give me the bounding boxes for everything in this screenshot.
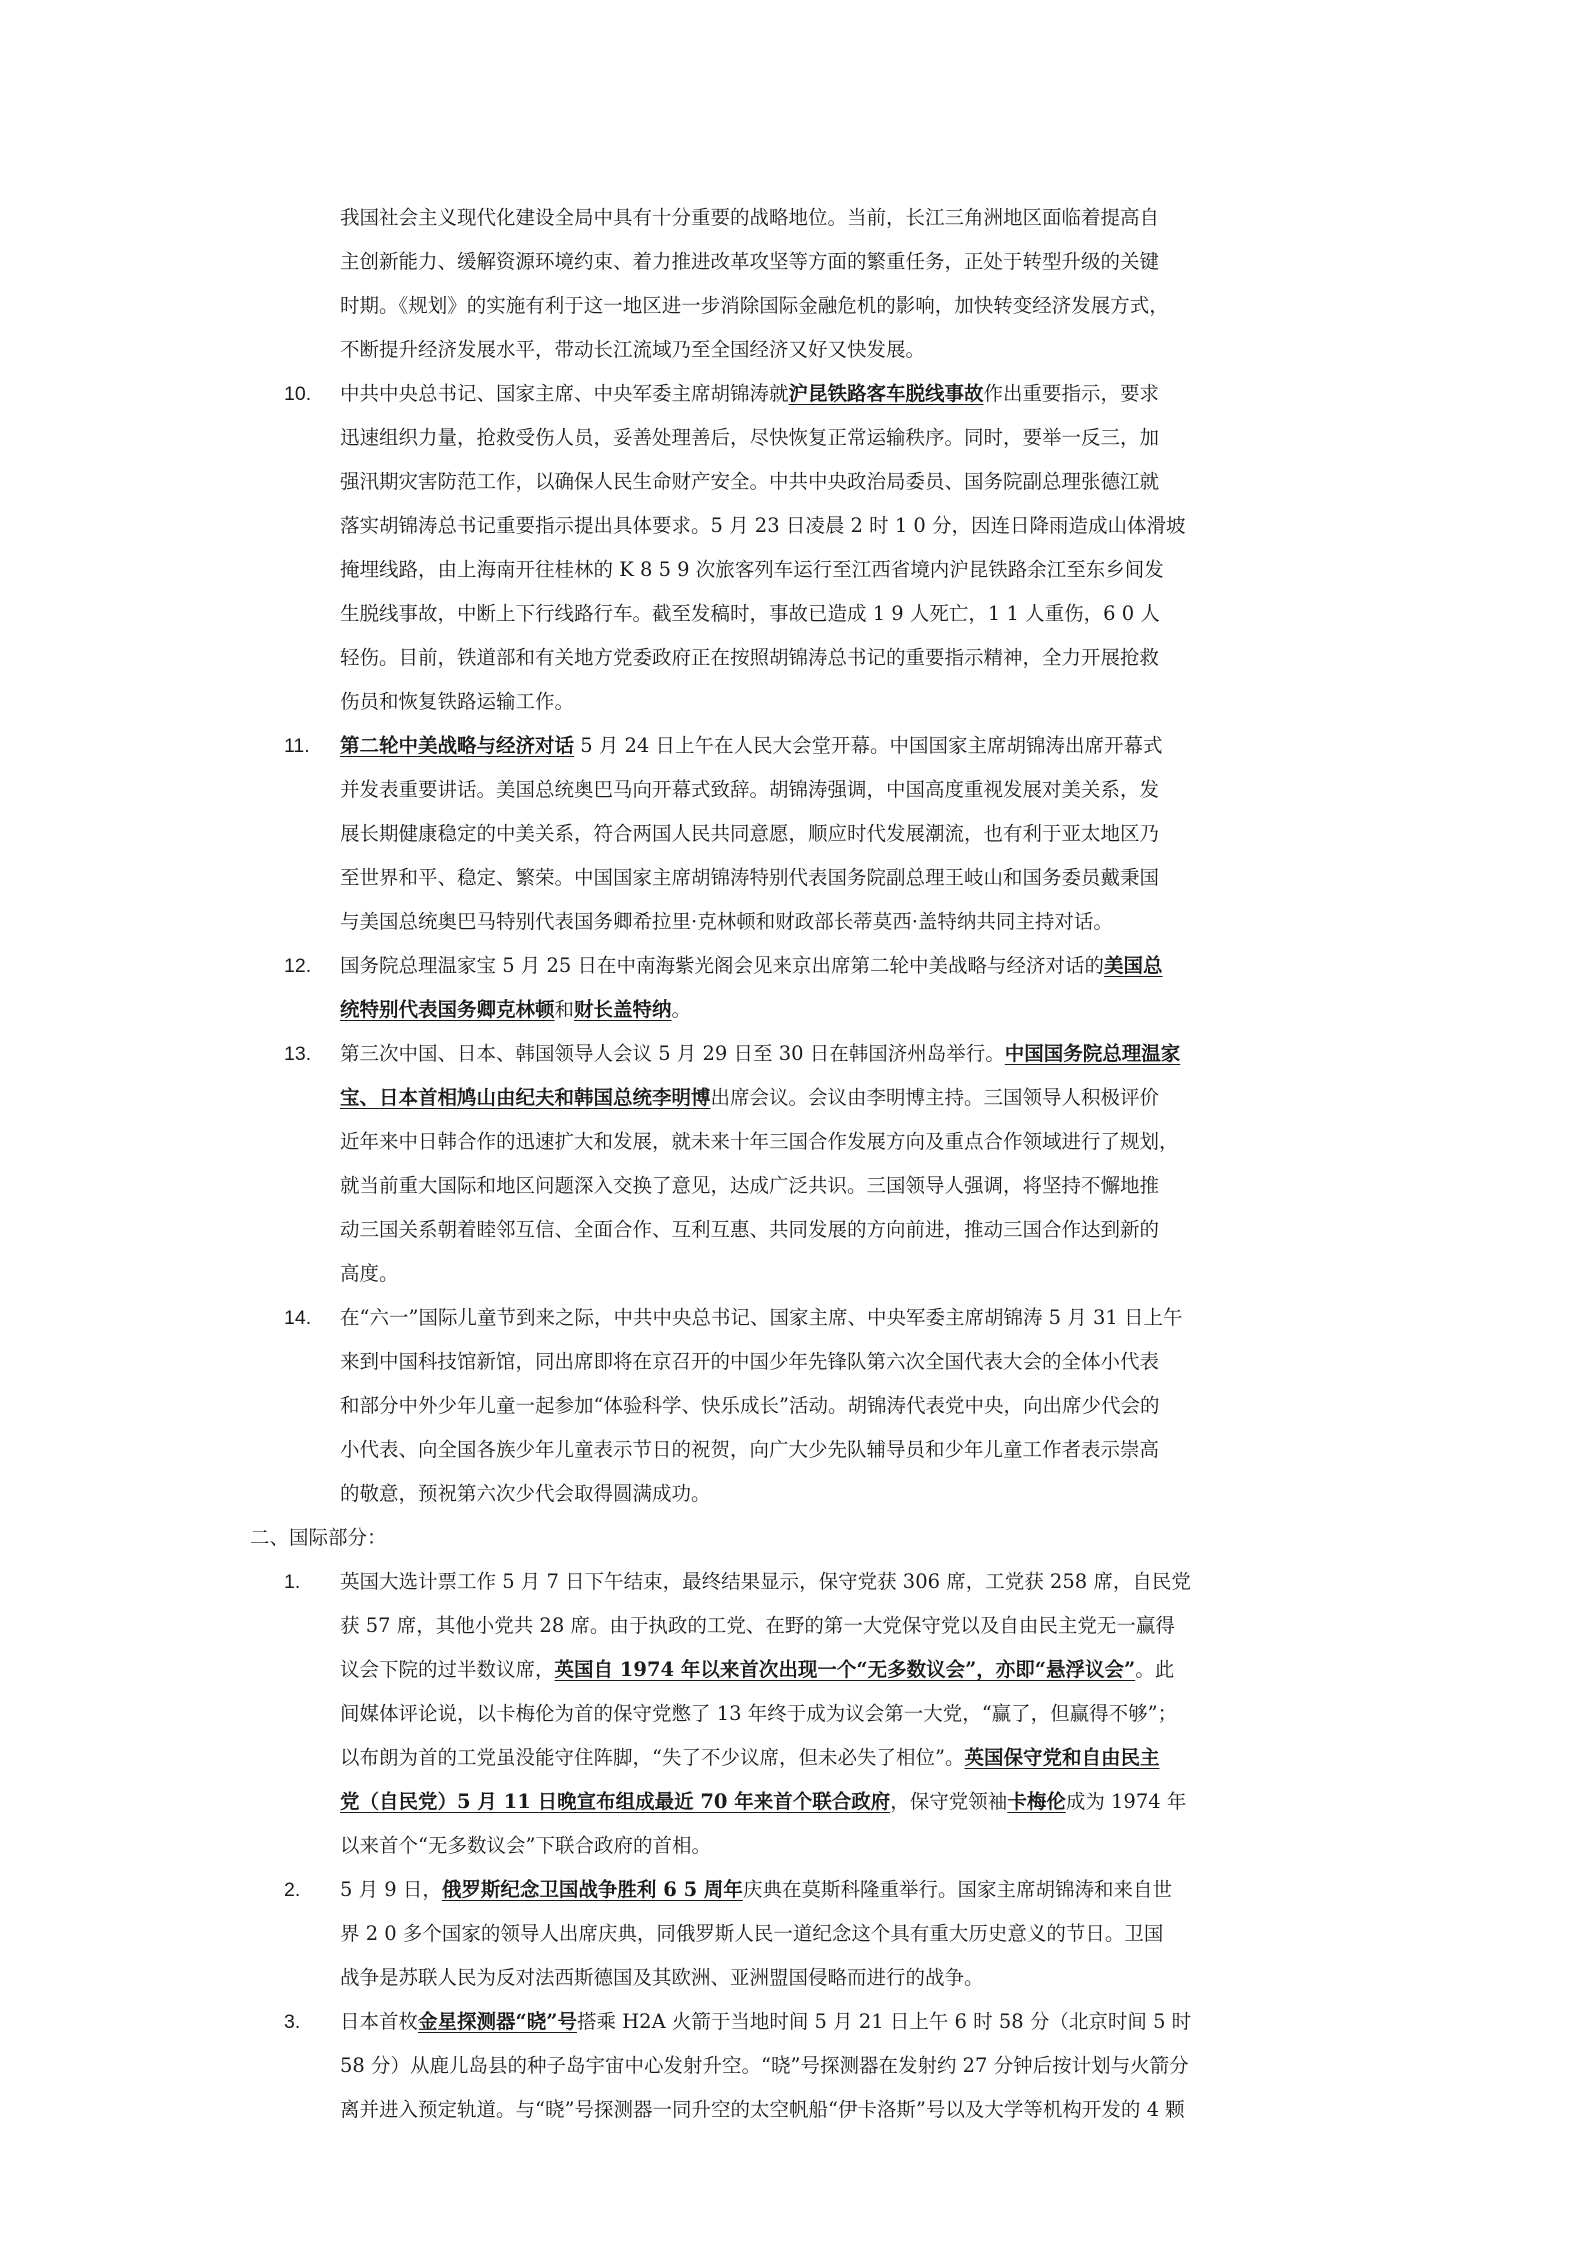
text-line: 动三国关系朝着睦邻互信、全面合作、互利互惠、共同发展的方向前进，推动三国合作达到新的 <box>340 1218 1160 1241</box>
intl-list-item-2 <box>250 1868 1346 2000</box>
text-line: 至世界和平、稳定、繁荣。中国国家主席胡锦涛特别代表国务院副总理王岐山和国务委员戴秉国 <box>340 866 1160 889</box>
text-line: 间媒体评论说，以卡梅伦为首的保守党憋了 13 年终于成为议会第一大党，“赢了，但赢得不够”； <box>340 1702 1178 1725</box>
item-number: 14. <box>284 1307 312 1329</box>
highlight-text: 党（自民党）5 月 11 日晚宣布组成最近 70 年来首个联合政府 <box>340 1790 891 1813</box>
text-line <box>340 1032 1346 1076</box>
text-line: 展长期健康稳定的中美关系，符合两国人民共同意愿，顺应时代发展潮流，也有利于亚太地区乃 <box>340 822 1160 845</box>
highlight-text: 美国总 <box>1104 954 1163 977</box>
list-item-13 <box>250 1032 1346 1296</box>
text-line: 掩埋线路，由上海南开往桂林的 K 8 5 9 次旅客列车运行至江西省境内沪昆铁路余江至东乡间发 <box>340 558 1164 581</box>
text-line: 界 2 0 多个国家的领导人出席庆典，同俄罗斯人民一道纪念这个具有重大历史意义的节日。卫国 <box>340 1922 1164 1945</box>
item-number: 1. <box>284 1571 301 1593</box>
text-line <box>340 1780 1346 1824</box>
text-run: 5 月 9 日， <box>340 1878 442 1901</box>
text-line: 迅速组织力量，抢救受伤人员，妥善处理善后，尽快恢复正常运输秩序。同时，要举一反三，加 <box>340 426 1160 449</box>
highlight-text: 第二轮中美战略与经济对话 <box>340 734 575 757</box>
continuation-paragraph <box>250 196 1346 372</box>
text-line: 伤员和恢复铁路运输工作。 <box>340 690 575 713</box>
list-item-10 <box>250 372 1346 724</box>
highlight-text: 金星探测器“晓”号 <box>418 2010 577 2033</box>
text-run: 议会下院的过半数议席， <box>340 1658 555 1681</box>
highlight-text: 中国国务院总理温家 <box>1004 1042 1181 1065</box>
highlight-text: 卡梅伦 <box>1007 1790 1066 1813</box>
item-number: 2. <box>284 1879 301 1901</box>
item-number: 13. <box>284 1043 312 1065</box>
text-line: 离并进入预定轨道。与“晓”号探测器一同升空的太空帆船“伊卡洛斯”号以及大学等机构开发的 4 颗 <box>340 2098 1185 2121</box>
text-line: 落实胡锦涛总书记重要指示提出具体要求。5 月 23 日凌晨 2 时 1 0 分，因连日降雨造成山体滑坡 <box>340 514 1186 537</box>
text-line <box>340 2000 1346 2044</box>
highlight-text: 俄罗斯纪念卫国战争胜利 6 5 周年 <box>441 1878 743 1901</box>
text-line: 与美国总统奥巴马特别代表国务卿希拉里·克林顿和财政部长蒂莫西·盖特纳共同主持对话。 <box>340 910 1113 933</box>
list-item-11 <box>250 724 1346 944</box>
text-line: 在“六一”国际儿童节到来之际，中共中央总书记、国家主席、中央军委主席胡锦涛 5 月 31 日上午 <box>340 1306 1183 1329</box>
text-run: 以布朗为首的工党虽没能守住阵脚，“失了不少议席，但未必失了相位”。 <box>340 1746 965 1769</box>
text-run: ，保守党领袖 <box>890 1790 1008 1813</box>
intl-list-item-1 <box>250 1560 1346 1868</box>
highlight-text: 沪昆铁路客车脱线事故 <box>788 382 984 405</box>
list-item-14 <box>250 1296 1346 1516</box>
highlight-text: 英国保守党和自由民主 <box>964 1746 1160 1769</box>
highlight-text: 宝、日本首相鸠山由纪夫和韩国总统李明博 <box>340 1086 711 1109</box>
text-run: 。 <box>671 998 692 1021</box>
highlight-text: 财长盖特纳 <box>574 998 672 1021</box>
text-line: 战争是苏联人民为反对法西斯德国及其欧洲、亚洲盟国侵略而进行的战争。 <box>340 1966 984 1989</box>
text-run: 搭乘 H2A 火箭于当地时间 5 月 21 日上午 6 时 58 分（北京时间 5 时 <box>576 2010 1192 2033</box>
text-line <box>340 1076 1346 1120</box>
text-run: 第三次中国、日本、韩国领导人会议 5 月 29 日至 30 日在韩国济州岛举行。 <box>340 1042 1005 1065</box>
item-number: 12. <box>284 955 312 977</box>
text-run: 作出重要指示，要求 <box>983 382 1160 405</box>
document-body <box>250 196 1346 2132</box>
text-run: 出席会议。会议由李明博主持。三国领导人积极评价 <box>710 1086 1160 1109</box>
intl-list-item-3 <box>250 2000 1346 2132</box>
section-heading: 二、国际部分： <box>250 1526 387 1549</box>
item-number: 10. <box>284 383 312 405</box>
text-line <box>340 724 1346 768</box>
text-line <box>340 944 1346 988</box>
text-line: 近年来中日韩合作的迅速扩大和发展，就未来十年三国合作发展方向及重点合作领域进行了规划， <box>340 1130 1179 1153</box>
text-line: 58 分）从鹿儿岛县的种子岛宇宙中心发射升空。“晓”号探测器在发射约 27 分钟后按计划与火箭分 <box>340 2054 1189 2077</box>
list-item-12 <box>250 944 1346 1032</box>
text-run: 成为 1974 年 <box>1065 1790 1187 1813</box>
text-line: 的敬意，预祝第六次少代会取得圆满成功。 <box>340 1482 711 1505</box>
highlight-text: 英国自 1974 年以来首次出现一个“无多数议会”，亦即“悬浮议会” <box>554 1658 1136 1681</box>
text-run: 庆典在莫斯科隆重举行。国家主席胡锦涛和来自世 <box>742 1878 1172 1901</box>
text-line <box>340 1648 1346 1692</box>
text-line: 生脱线事故，中断上下行线路行车。截至发稿时，事故已造成 1 9 人死亡，1 1 人重伤，6 0 人 <box>340 602 1160 625</box>
item-number: 11. <box>284 735 310 757</box>
text-line: 以来首个“无多数议会”下联合政府的首相。 <box>340 1834 711 1857</box>
text-run: 和 <box>554 998 575 1021</box>
text-run: 中共中央总书记、国家主席、中央军委主席胡锦涛就 <box>340 382 789 405</box>
text-line: 英国大选计票工作 5 月 7 日下午结束，最终结果显示，保守党获 306 席，工党获 258 席，自民党 <box>340 1570 1191 1593</box>
item-number: 3. <box>284 2011 301 2033</box>
highlight-text: 统特别代表国务卿克林顿 <box>340 998 555 1021</box>
text-line: 不断提升经济发展水平，带动长江流域乃至全国经济又好又快发展。 <box>340 338 926 361</box>
text-line <box>340 372 1346 416</box>
text-line: 来到中国科技馆新馆，同出席即将在京召开的中国少年先锋队第六次全国代表大会的全体小代表 <box>340 1350 1160 1373</box>
text-line: 就当前重大国际和地区问题深入交换了意见，达成广泛共识。三国领导人强调，将坚持不懈地推 <box>340 1174 1160 1197</box>
text-line: 和部分中外少年儿童一起参加“体验科学、快乐成长”活动。胡锦涛代表党中央，向出席少代会的 <box>340 1394 1160 1417</box>
text-line: 小代表、向全国各族少年儿童表示节日的祝贺，向广大少先队辅导员和少年儿童工作者表示崇高 <box>340 1438 1160 1461</box>
text-line <box>340 988 1346 1032</box>
text-line: 并发表重要讲话。美国总统奥巴马向开幕式致辞。胡锦涛强调，中国高度重视发展对美关系，发 <box>340 778 1160 801</box>
text-line: 轻伤。目前，铁道部和有关地方党委政府正在按照胡锦涛总书记的重要指示精神，全力开展抢救 <box>340 646 1160 669</box>
text-line: 强汛期灾害防范工作，以确保人民生命财产安全。中共中央政治局委员、国务院副总理张德江就 <box>340 470 1160 493</box>
text-run: 国务院总理温家宝 5 月 25 日在中南海紫光阁会见来京出席第二轮中美战略与经济对话的 <box>340 954 1105 977</box>
text-run: 日本首枚 <box>340 2010 419 2033</box>
text-line <box>340 1868 1346 1912</box>
text-line: 获 57 席，其他小党共 28 席。由于执政的工党、在野的第一大党保守党以及自由民主党无一赢得 <box>340 1614 1175 1637</box>
text-line <box>340 1736 1346 1780</box>
text-line: 主创新能力、缓解资源环境约束、着力推进改革攻坚等方面的繁重任务，正处于转型升级的关键 <box>340 250 1160 273</box>
text-run: 5 月 24 日上午在人民大会堂开幕。中国国家主席胡锦涛出席开幕式 <box>574 734 1163 757</box>
text-run: 。此 <box>1135 1658 1175 1681</box>
text-line: 时期。《规划》的实施有利于这一地区进一步消除国际金融危机的影响，加快转变经济发展方式， <box>340 294 1169 317</box>
text-line: 我国社会主义现代化建设全局中具有十分重要的战略地位。当前，长江三角洲地区面临着提高自 <box>340 206 1160 229</box>
text-line: 高度。 <box>340 1262 399 1285</box>
